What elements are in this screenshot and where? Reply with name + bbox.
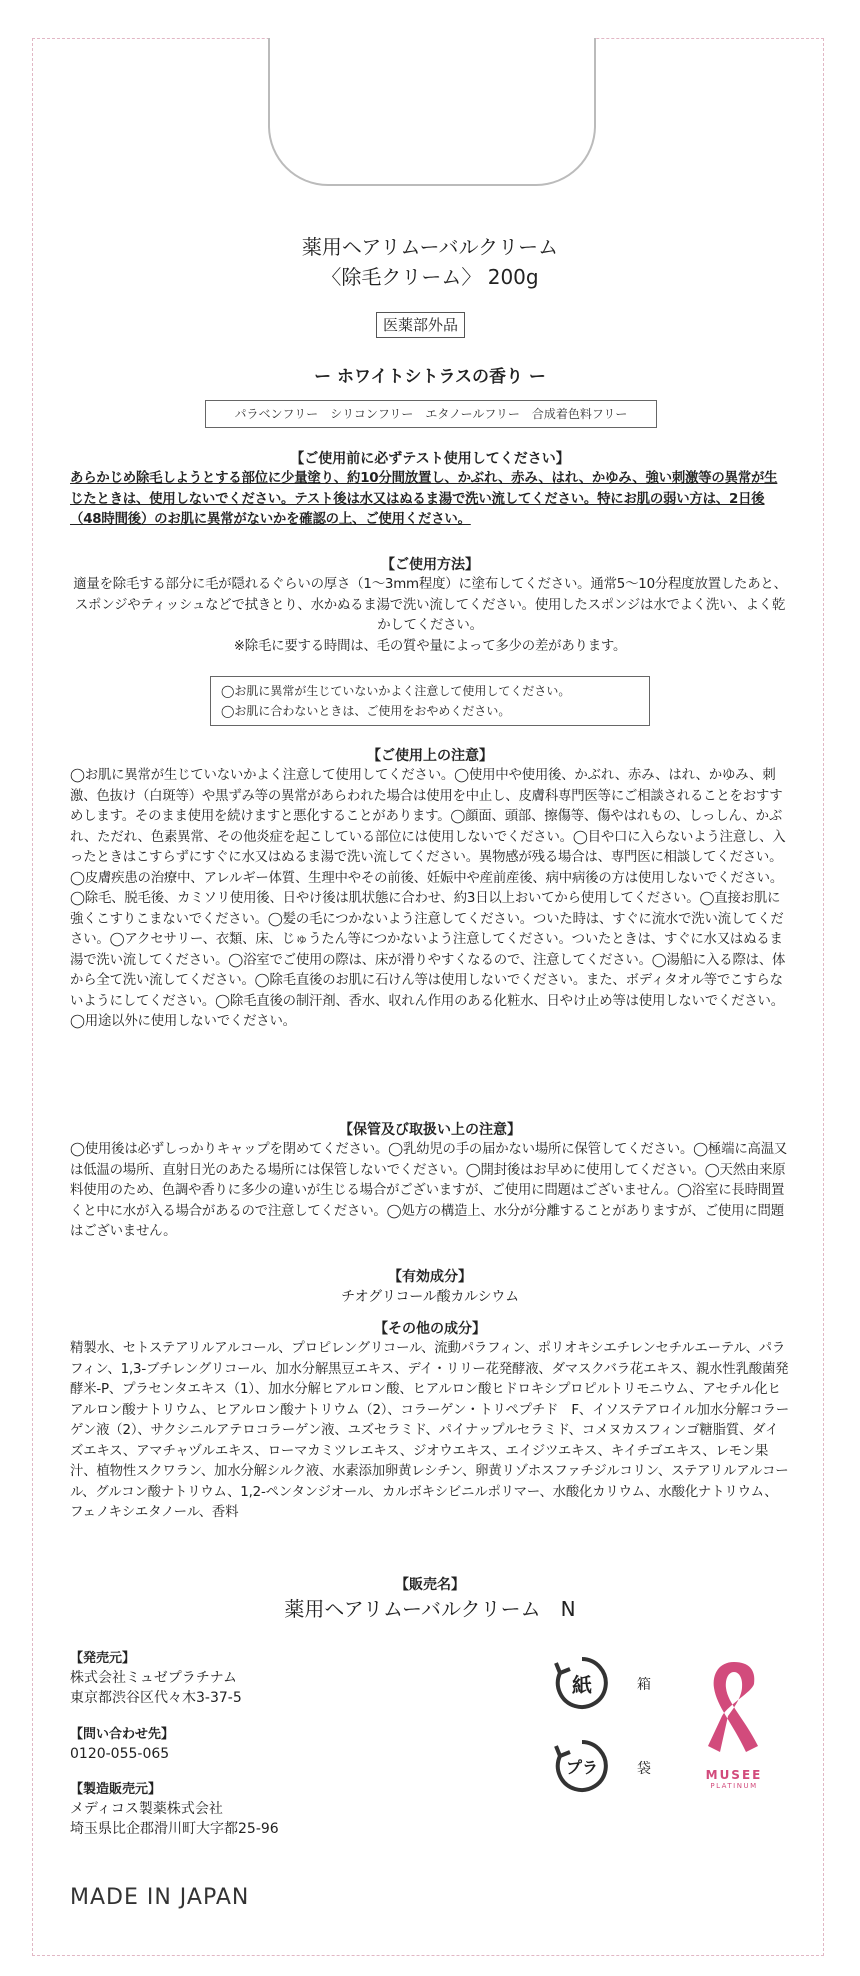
manufacturer-address: 埼玉県比企郡滑川町大字都25-96 [70,1821,279,1837]
product-title-line1: 薬用ヘアリムーバルクリーム [301,235,559,259]
product-title [60,232,800,292]
contact-info [70,1726,174,1764]
test-section [70,449,790,531]
plastic-recycle-icon [552,1738,612,1794]
quasi-drug-label: 医薬部外品 [376,312,465,338]
sales-name-body: 薬用ヘアリムーバルクリーム N [284,1597,576,1621]
cautions-body: ◯お肌に異常が生じていないかよく注意して使用してください。◯使用中や使用後、かぶれ、赤み、はれ、かゆみ、刺激、色抜け（白斑等）や黒ずみ等の異常があらわれた場合は使用を中止し、皮膚科専門医等にご相談されることをおすすめします。そのまま使用を続けますと悪化することがあります。◯顔面、頭部、擦傷等、傷やはれもの、しっしん、かぶれ、ただれ、色素異常、その他炎症を起こしている部位には使用しないでください。◯目や口に入らないよう注意し、入ったときはこすらずにすぐに水又はぬるま湯で洗い流してください。異物感が残る場合は、専門医に相談してください。◯皮膚疾患の治療中、アレルギー体質、生理中やその前後、妊娠中や産前産後、病中病後の方は使用しないでください。◯除毛、脱毛後、カミソリ使用後、日やけ後は肌状態に合わせ、約3日以上おいてから使用してください。◯直接お肌に強くこすりこまないでください。◯髪の毛につかないよう注意してください。ついた時は、すぐに流水で洗い流してください。◯アクセサリー、衣類、床、じゅうたん等につかないよう注意してください。ついたときは、すぐに水又はぬるま湯で洗い流してください。◯浴室でご使用の際は、床が滑りやすくなるので、注意してください。◯湯船に入る際は、体から全て洗い流してください。◯除毛直後のお肌に石けん等は使用しないでください。また、ボディタオル等でこすらないようにしてください。◯除毛直後の制汗剤、香水、収れん作用のある化粧水、日やけ止め等は使用しないでください。◯用途以外に使用しないでください。 [70,768,786,1029]
free-from-box: パラベンフリー シリコンフリー エタノールフリー 合成着色料フリー [205,400,657,428]
pink-ribbon-icon [684,1652,784,1762]
brand-logo [684,1652,784,1802]
usage-section [70,555,790,657]
storage-heading: 【保管及び取扱い上の注意】 [339,1122,521,1138]
usage-heading: 【ご使用方法】 [381,557,479,573]
plastic-mark-text: プラ [565,1758,598,1777]
brand-name: MUSEE [705,1768,763,1782]
test-heading: 【ご使用前に必ずテスト使用してください】 [290,451,570,467]
hang-tab-cutout [268,38,596,186]
distributor-address: 東京都渋谷区代々木3-37-5 [70,1690,242,1706]
active-ingredient-section [70,1267,790,1308]
distributor-info [70,1650,242,1708]
plastic-recycle-label: 袋 [637,1761,651,1777]
made-in-japan: MADE IN JAPAN [70,1885,250,1910]
contact-phone: 0120-055-065 [70,1746,170,1762]
distributor-label: 【発売元】 [70,1651,136,1666]
manufacturer-name: メディコス製薬株式会社 [70,1801,223,1817]
storage-body: ◯使用後は必ずしっかりキャップを閉めてください。◯乳幼児の手の届かない場所に保管してください。◯極端に高温又は低温の場所、直射日光のあたる場所には保管しないでください。◯開封後はお早めに使用してください。◯天然由来原料使用のため、色調や香りに多少の違いが生じる場合がございますが、ご使用に問題はございません。◯浴室に長時間置くと中に水が入る場合があるので注意してください。◯処方の構造上、水分が分離することがありますが、ご使用に問題はございません。 [70,1142,788,1239]
notice-box [210,676,650,726]
contact-label: 【問い合わせ先】 [70,1727,175,1742]
scent-label: ー ホワイトシトラスの香り ー [314,367,546,387]
active-heading: 【有効成分】 [388,1269,472,1285]
sales-name-section [70,1575,790,1623]
paper-recycle-icon [552,1655,612,1711]
other-ingredients-section [70,1319,790,1524]
manufacturer-info [70,1781,279,1839]
other-body: 精製水、セトステアリルアルコール、プロピレングリコール、流動パラフィン、ポリオキシエチレンセチルエーテル、パラフィン、1,3-ブチレングリコール、加水分解黒豆エキス、デイ・リリー花発酵液、ダマスクバラ花エキス、親水性乳酸菌発酵米-P、プラセンタエキス（1）、加水分解ヒアルロン酸、ヒアルロン酸ヒドロキシプロピルトリモニウム、アセチル化ヒアルロン酸ナトリウム、ヒアルロン酸ナトリウム（2）、コラーゲン・トリペプチド F、イソステアロイル加水分解コラーゲン液（2）、サクシニルアテロコラーゲン液、ユズセラミド、パイナップルセラミド、コメヌカスフィンゴ糖脂質、ダイズエキス、アマチャヅルエキス、ローマカミツレエキス、ジオウエキス、エイジツエキス、キイチゴエキス、レモン果汁、植物性スクワラン、加水分解シルク液、水素添加卵黄レシチン、卵黄リゾホスファチジルコリン、ステアリルアルコール、グルコン酸ナトリウム、1,2-ペンタンジオール、カルボキシビニルポリマー、水酸化カリウム、水酸化ナトリウム、フェノキシエタノール、香料 [70,1341,789,1520]
cautions-section [70,746,790,1033]
manufacturer-label: 【製造販売元】 [70,1782,162,1797]
paper-mark-text: 紙 [572,1673,592,1697]
usage-body: 適量を除毛する部分に毛が隠れるぐらいの厚さ（1〜3mm程度）に塗布してください。通常5〜10分程度放置したあと、スポンジやティッシュなどで拭きとり、水かぬるま湯で洗い流してください。使用したスポンジは水でよく洗い、よく乾かしてください。 [73,577,787,633]
storage-section [70,1120,790,1243]
paper-recycle-label: 箱 [637,1677,651,1693]
brand-subname: PLATINUM [710,1782,758,1790]
active-body: チオグリコール酸カルシウム [341,1289,519,1305]
usage-note: ※除毛に要する時間は、毛の質や量によって多少の差があります。 [233,638,627,654]
notice-line1: ◯お肌に異常が生じていないかよく注意して使用してください。 [221,684,571,698]
test-body: あらかじめ除毛しようとする部位に少量塗り、約10分間放置し、かぶれ、赤み、はれ、かゆみ、強い刺激等の異常が生じたときは、使用しないでください。テスト後は水又はぬるま湯で洗い流してください。特にお肌の弱い方は、2日後（48時間後）のお肌に異常がないかを確認の上、ご使用ください。 [70,471,778,527]
product-title-line2: 〈除毛クリーム〉 200g [321,265,539,289]
notice-line2: ◯お肌に合わないときは、ご使用をおやめください。 [221,704,511,718]
other-heading: 【その他の成分】 [374,1321,486,1337]
cautions-heading: 【ご使用上の注意】 [367,748,493,764]
sales-name-heading: 【販売名】 [395,1577,465,1593]
distributor-name: 株式会社ミュゼプラチナム [70,1670,238,1686]
